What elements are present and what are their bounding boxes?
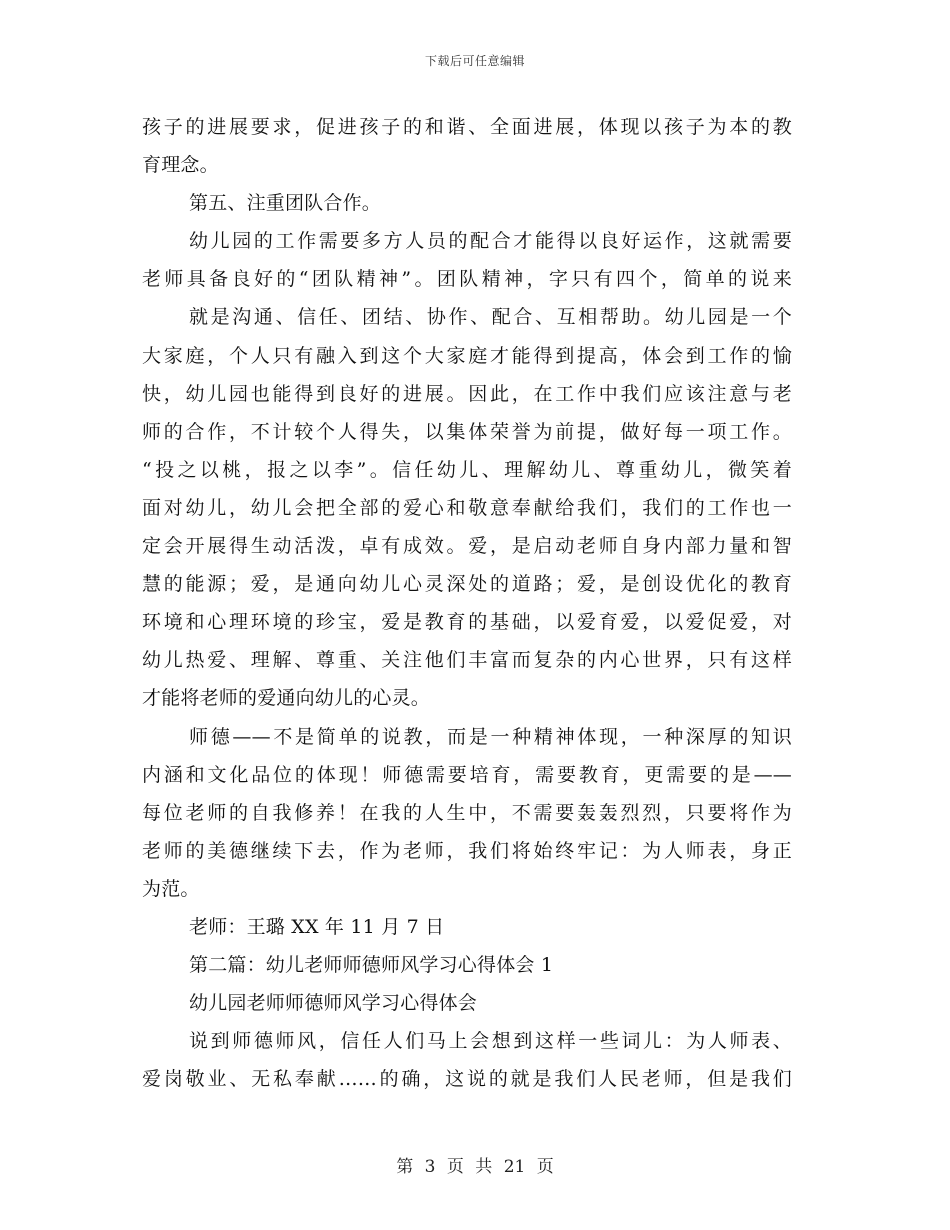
text-line: 幼儿园老师师德师风学习心得体会 [189, 992, 478, 1015]
text-line: 环境和心理环境的珍宝，爱是教育的基础，以爱育爱，以爱促爱，对 [142, 611, 792, 634]
text-line: “投之以桃，报之以李”。信任幼儿、理解幼儿、尊重幼儿，微笑着 [142, 458, 792, 481]
text-line: 老师的美德继续下去，作为老师，我们将始终牢记：为人师表，身正 [142, 839, 792, 862]
text-line: 幼儿热爱、理解、尊重、关注他们丰富而复杂的内心世界，只有这样 [142, 649, 792, 672]
text-line: 幼儿园的工作需要多方人员的配合才能得以良好运作，这就需要 [189, 230, 792, 253]
text-line: 慧的能源；爱，是通向幼儿心灵深处的道路；爱，是创设优化的教育 [142, 573, 792, 596]
text-line: 第五、注重团队合作。 [189, 192, 382, 215]
page-header-note: 下载后可任意编辑 [424, 54, 525, 68]
text-line: 快，幼儿园也能得到良好的进展。因此，在工作中我们应该注意与老 [142, 382, 792, 405]
text-line: 育理念。 [142, 154, 219, 177]
text-line: 内涵和文化品位的体现！师德需要培育，需要教育，更需要的是—— [142, 763, 792, 786]
text-line: 说到师德师风，信任人们马上会想到这样一些词儿：为人师表、 [189, 1030, 792, 1053]
text-line: 面对幼儿，幼儿会把全部的爱心和敬意奉献给我们，我们的工作也一 [142, 496, 792, 519]
text-line: 为范。 [142, 877, 200, 900]
text-line: 老师具备良好的“团队精神”。团队精神，字只有四个，简单的说来 [142, 268, 792, 291]
text-line: 师德——不是简单的说教，而是一种精神体现，一种深厚的知识 [189, 725, 792, 748]
text-line: 定会开展得生动活泼，卓有成效。爱，是启动老师自身内部力量和智 [142, 535, 792, 558]
text-line: 老师：王璐 XX 年 11 月 7 日 [189, 915, 445, 938]
text-line: 爱岗敬业、无私奉献……的确，这说的就是我们人民老师，但是我们 [142, 1068, 792, 1091]
document-body [142, 108, 792, 1098]
text-line: 孩子的进展要求，促进孩子的和谐、全面进展，体现以孩子为本的教 [142, 116, 792, 138]
text-line: 师的合作，不计较个人得失，以集体荣誉为前提，做好每一项工作。 [142, 420, 792, 443]
text-line: 才能将老师的爱通向幼儿的心灵。 [142, 687, 431, 710]
page-number-footer: 第 3 页 共 21 页 [396, 1157, 554, 1177]
text-line: 每位老师的自我修养！在我的人生中，不需要轰轰烈烈，只要将作为 [142, 801, 792, 824]
text-line: 第二篇：幼儿老师师德师风学习心得体会 1 [189, 954, 554, 977]
text-line: 就是沟通、信任、团结、协作、配合、互相帮助。幼儿园是一个 [189, 306, 792, 329]
text-line: 大家庭，个人只有融入到这个大家庭才能得到提高，体会到工作的愉 [142, 344, 792, 367]
